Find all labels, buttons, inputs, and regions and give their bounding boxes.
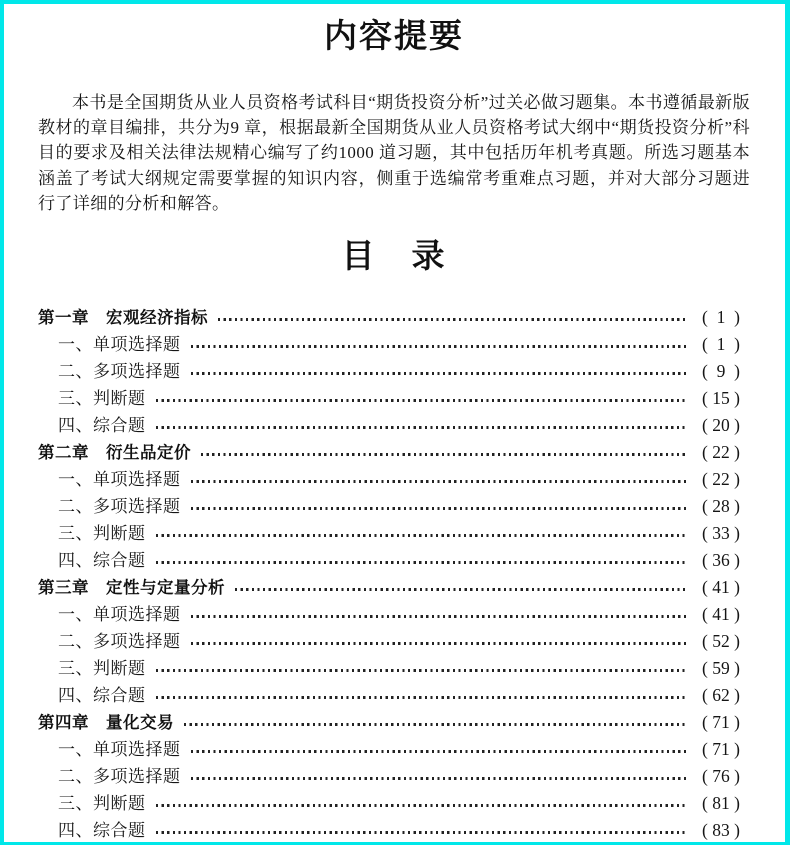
toc-entry-page: ( 36 ) — [702, 550, 740, 571]
toc-entry-label: 三、判断题 — [58, 794, 146, 814]
toc-entry-label: 二、多项选择题 — [58, 632, 181, 652]
dot-leader — [191, 372, 687, 374]
dot-leader — [191, 750, 687, 752]
dot-leader — [191, 777, 687, 779]
toc-entry-label: 第一章 宏观经济指标 — [38, 309, 208, 328]
toc-chapter-row — [38, 574, 750, 601]
toc-entry-label: 一、单项选择题 — [58, 335, 181, 355]
toc-entry-label: 第二章 衍生品定价 — [38, 444, 191, 463]
toc-entry-page: ( 59 ) — [702, 658, 740, 679]
dot-leader — [156, 669, 687, 671]
toc-entry-label: 第三章 定性与定量分析 — [38, 579, 225, 598]
toc-entry-page: ( 1 ) — [702, 307, 740, 328]
toc-entry-label: 四、综合题 — [58, 686, 146, 706]
toc-chapter-row — [38, 439, 750, 466]
toc-entry-page: ( 41 ) — [702, 577, 740, 598]
toc-sub-row — [38, 763, 750, 790]
toc-sub-row — [38, 466, 750, 493]
toc-entry-page: ( 81 ) — [702, 793, 740, 814]
toc-sub-row — [38, 358, 750, 385]
dot-leader — [156, 561, 687, 563]
dot-leader — [156, 804, 687, 806]
toc-sub-row — [38, 547, 750, 574]
toc-entry-label: 四、综合题 — [58, 821, 146, 841]
dot-leader — [156, 426, 687, 428]
dot-leader — [191, 345, 687, 347]
toc-sub-row — [38, 736, 750, 763]
toc-entry-label: 一、单项选择题 — [58, 740, 181, 760]
summary-title: 内容提要 — [324, 19, 464, 55]
toc-sub-row — [38, 628, 750, 655]
dot-leader — [201, 453, 686, 455]
dot-leader — [218, 318, 686, 320]
toc-entry-page: ( 28 ) — [702, 496, 740, 517]
toc-entry-page: ( 71 ) — [702, 739, 740, 760]
toc-chapter-row — [38, 304, 750, 331]
toc-sub-row — [38, 601, 750, 628]
toc-sub-row — [38, 493, 750, 520]
dot-leader — [235, 588, 686, 590]
dot-leader — [156, 831, 687, 833]
dot-leader — [191, 480, 687, 482]
toc-entry-label: 三、判断题 — [58, 524, 146, 544]
toc-entry-label: 一、单项选择题 — [58, 470, 181, 490]
toc-sub-row — [38, 790, 750, 817]
dot-leader — [156, 696, 687, 698]
toc-list — [38, 304, 750, 842]
toc-entry-label: 二、多项选择题 — [58, 497, 181, 517]
toc-sub-row — [38, 412, 750, 439]
toc-entry-page: ( 83 ) — [702, 820, 740, 841]
toc-sub-row — [38, 817, 750, 842]
toc-entry-label: 三、判断题 — [58, 659, 146, 679]
toc-entry-label: 第四章 量化交易 — [38, 714, 174, 733]
toc-entry-page: ( 1 ) — [702, 334, 740, 355]
toc-entry-page: ( 33 ) — [702, 523, 740, 544]
toc-entry-label: 三、判断题 — [58, 389, 146, 409]
dot-leader — [191, 642, 687, 644]
toc-entry-page: ( 9 ) — [702, 361, 740, 382]
dot-leader — [156, 534, 687, 536]
book-page — [4, 4, 785, 842]
toc-sub-row — [38, 385, 750, 412]
toc-title: 目 录 — [341, 239, 447, 276]
toc-entry-page: ( 71 ) — [702, 712, 740, 733]
toc-entry-page: ( 20 ) — [702, 415, 740, 436]
toc-entry-label: 四、综合题 — [58, 551, 146, 571]
toc-entry-page: ( 41 ) — [702, 604, 740, 625]
toc-entry-label: 二、多项选择题 — [58, 767, 181, 787]
toc-sub-row — [38, 655, 750, 682]
toc-sub-row — [38, 682, 750, 709]
toc-entry-page: ( 62 ) — [702, 685, 740, 706]
summary-paragraph: 本书是全国期货从业人员资格考试科目“期货投资分析”过关必做习题集。本书遵循最新版教材的章目编排，共分为9 章，根据最新全国期货从业人员资格考试大纲中“期货投资分析”科目的要求及相关法律法规精心编写了约1000 道习题，其中包括历年机考真题。所选习题基本涵盖了考试大纲规定需要掌握的知识内容，侧重于选编常考重难点习题，并对大部分习题进行了详细的分析和解答。 — [38, 93, 750, 213]
toc-entry-page: ( 22 ) — [702, 442, 740, 463]
toc-entry-label: 二、多项选择题 — [58, 362, 181, 382]
dot-leader — [184, 723, 686, 725]
toc-entry-page: ( 52 ) — [702, 631, 740, 652]
toc-entry-page: ( 15 ) — [702, 388, 740, 409]
dot-leader — [191, 615, 687, 617]
toc-entry-label: 一、单项选择题 — [58, 605, 181, 625]
toc-sub-row — [38, 331, 750, 358]
dot-leader — [156, 399, 687, 401]
dot-leader — [191, 507, 687, 509]
toc-chapter-row — [38, 709, 750, 736]
toc-entry-page: ( 76 ) — [702, 766, 740, 787]
toc-entry-page: ( 22 ) — [702, 469, 740, 490]
toc-sub-row — [38, 520, 750, 547]
toc-entry-label: 四、综合题 — [58, 416, 146, 436]
